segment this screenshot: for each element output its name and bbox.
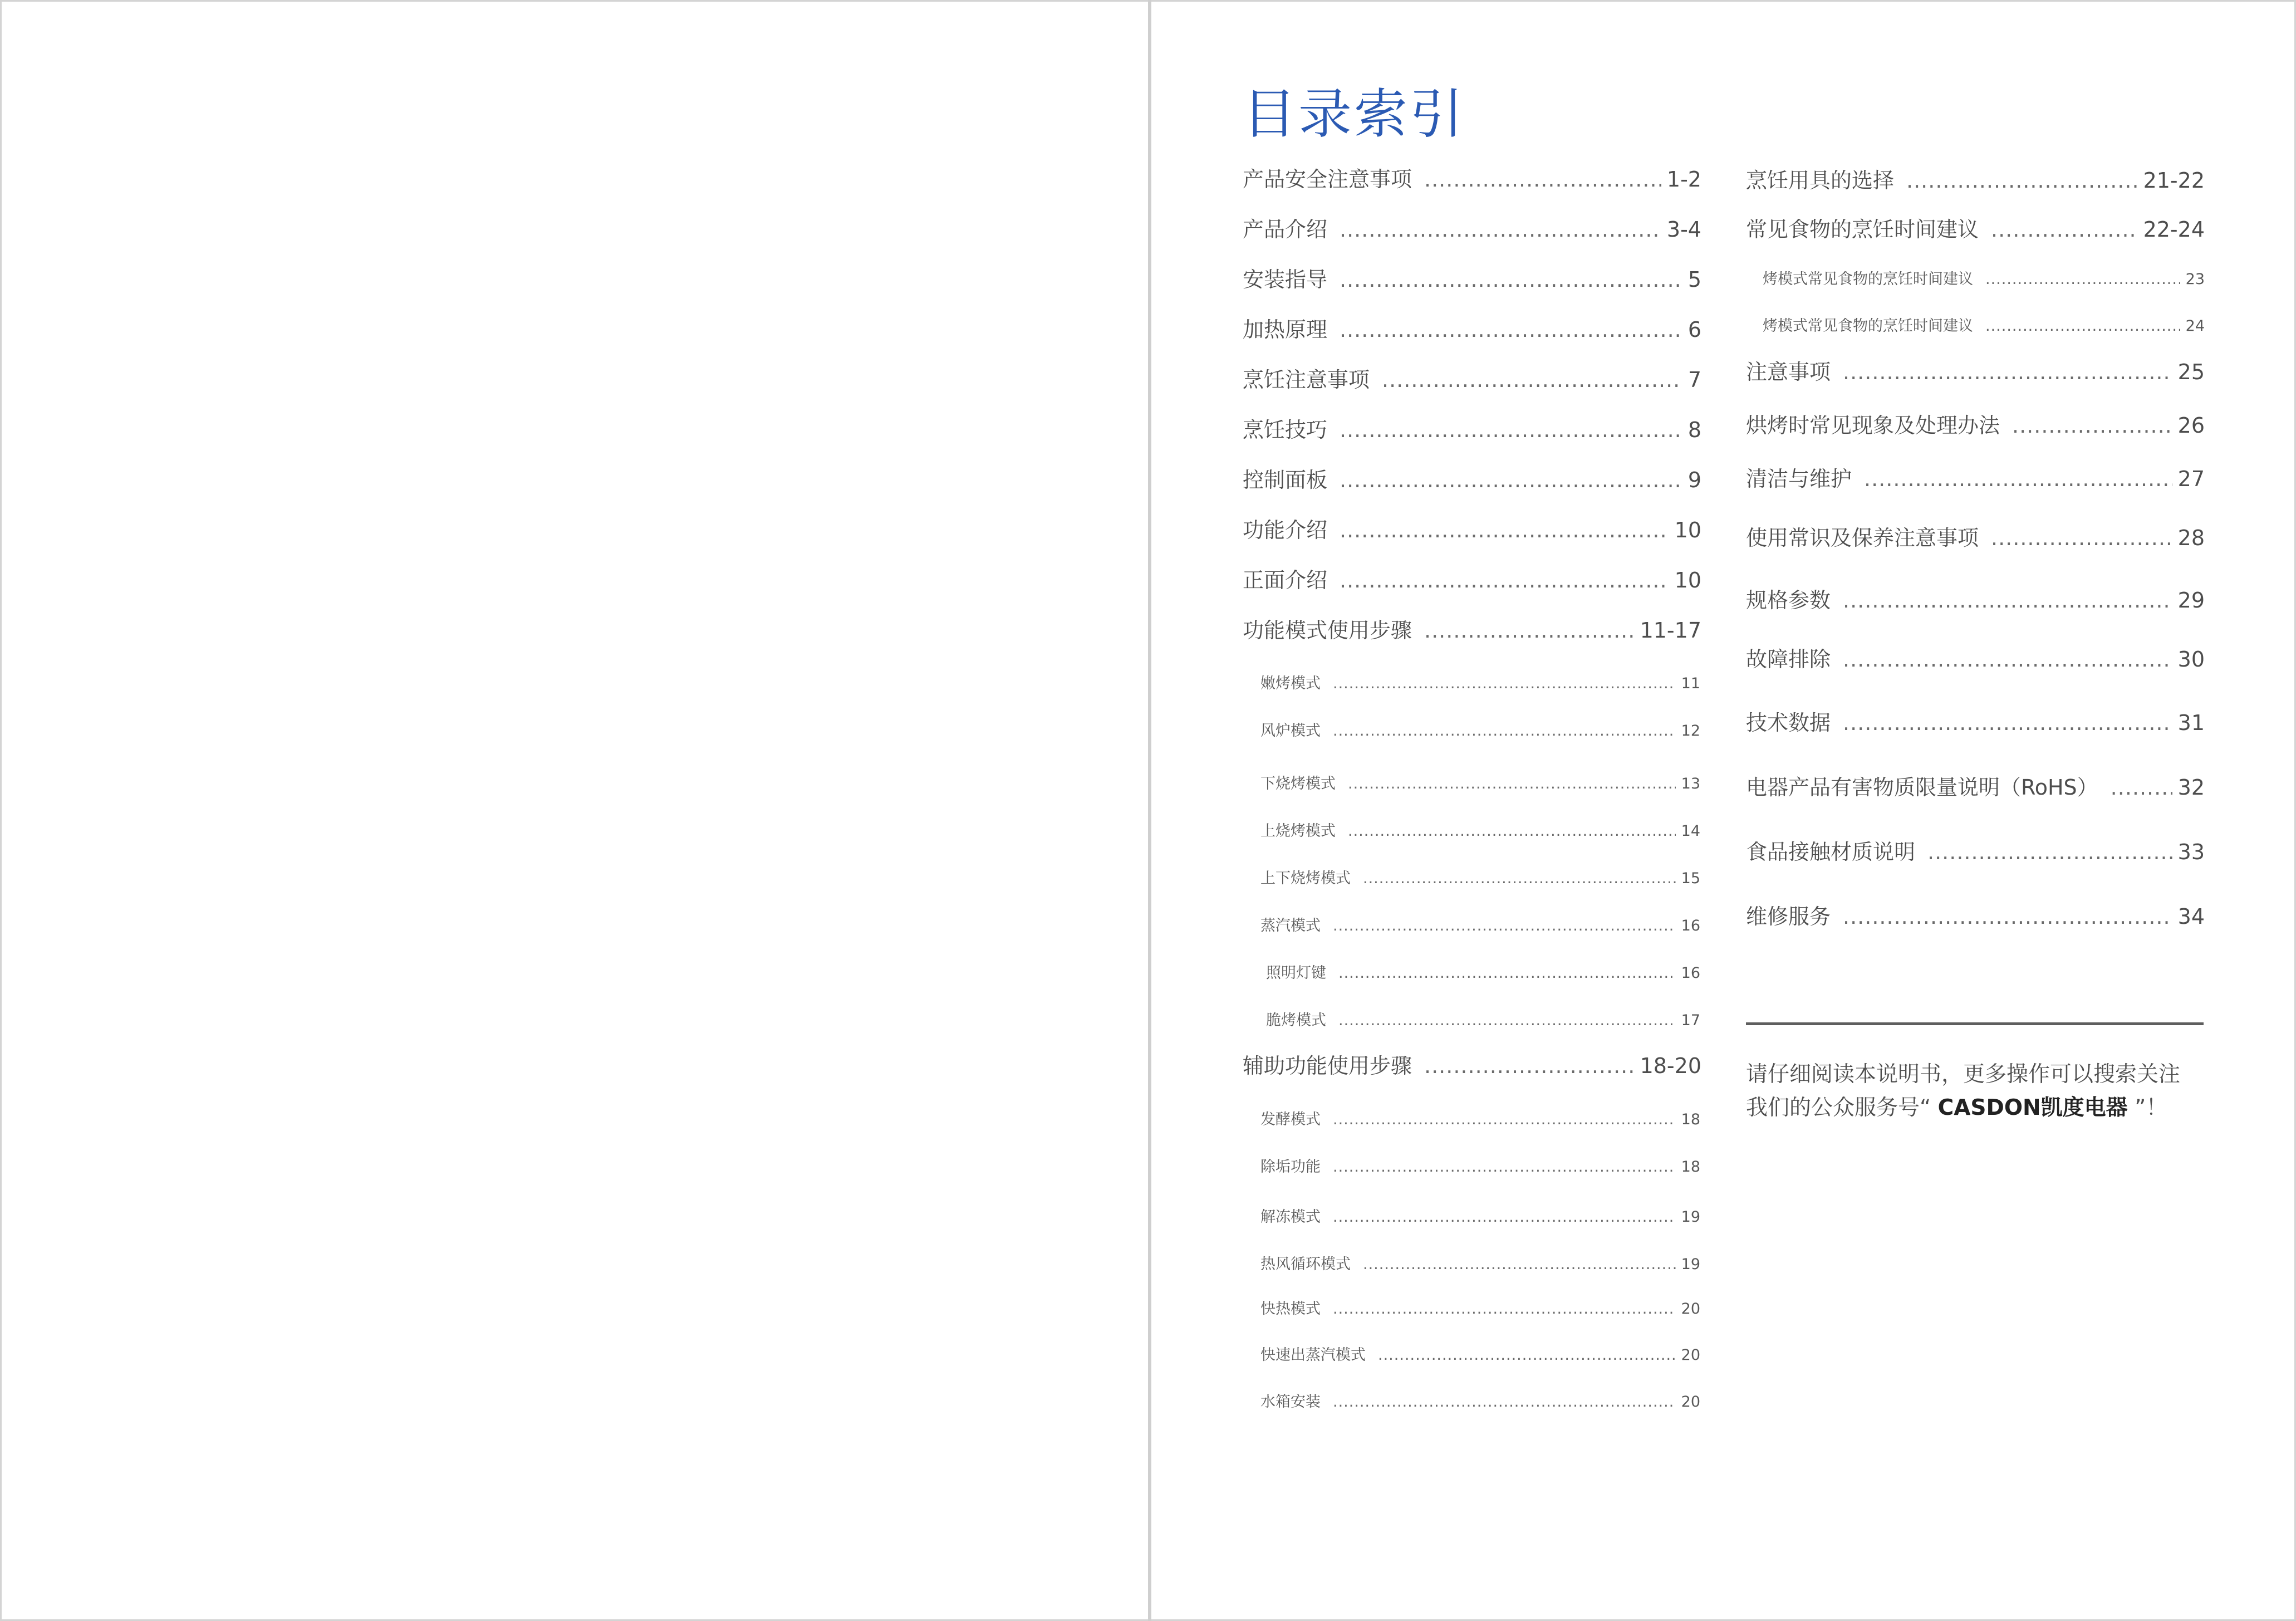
toc-entry[interactable] <box>1243 618 1701 644</box>
toc-entry-page: 32 <box>2177 775 2205 800</box>
toc-entry-label: 嫩烤模式 <box>1260 675 1321 692</box>
toc-entry-page: 13 <box>1681 775 1700 792</box>
toc-entry-page: 20 <box>1681 1346 1700 1364</box>
toc-entry[interactable] <box>1243 167 1701 193</box>
toc-entry-label: 发酵模式 <box>1260 1111 1321 1128</box>
toc-subentry[interactable] <box>1266 964 1700 982</box>
toc-entry[interactable] <box>1746 526 2205 551</box>
toc-entry-page: 3-4 <box>1666 217 1701 242</box>
toc-leader <box>1340 217 1661 243</box>
toc-title: 目录索引 <box>1243 83 1465 145</box>
toc-entry-label: 解冻模式 <box>1260 1208 1321 1226</box>
toc-leader <box>1333 1158 1676 1176</box>
toc-leader <box>1985 317 2180 335</box>
toc-subentry[interactable] <box>1260 917 1700 935</box>
brand-name: CASDON凯度电器 <box>1937 1095 2128 1120</box>
toc-entry-page: 20 <box>1681 1300 1700 1318</box>
toc-entry-label: 技术数据 <box>1746 711 1831 735</box>
toc-subentry[interactable] <box>1260 675 1700 693</box>
toc-entry-label: 烤模式常见食物的烹饪时间建议 <box>1763 317 1973 335</box>
toc-leader <box>1340 267 1682 293</box>
toc-leader <box>1424 167 1661 193</box>
toc-leader <box>1333 722 1676 740</box>
toc-entry[interactable] <box>1746 647 2205 673</box>
toc-entry-page: 11-17 <box>1640 618 1701 643</box>
toc-entry-label: 除垢功能 <box>1260 1158 1321 1176</box>
toc-subentry[interactable] <box>1260 1256 1700 1274</box>
toc-entry-page: 10 <box>1674 518 1701 542</box>
toc-leader <box>1378 1346 1676 1364</box>
toc-entry[interactable] <box>1746 217 2205 243</box>
toc-entry-label: 烹饪用具的选择 <box>1746 168 1895 193</box>
toc-entry-page: 18 <box>1681 1158 1700 1176</box>
toc-leader <box>1906 168 2138 194</box>
toc-entry-page: 30 <box>2177 647 2205 672</box>
toc-entry-label: 烘烤时常见现象及处理办法 <box>1746 413 2000 438</box>
toc-entry[interactable] <box>1243 267 1701 293</box>
toc-entry[interactable] <box>1243 317 1701 343</box>
toc-leader <box>1985 271 2180 288</box>
toc-entry-label: 使用常识及保养注意事项 <box>1746 526 1979 550</box>
toc-entry[interactable] <box>1746 775 2205 801</box>
toc-leader <box>1363 870 1676 888</box>
toc-entry-label: 水箱安装 <box>1260 1393 1321 1411</box>
toc-entry-label: 下烧烤模式 <box>1260 775 1336 792</box>
toc-entry-page: 22-24 <box>2143 217 2205 242</box>
toc-entry-page: 16 <box>1681 917 1700 934</box>
toc-entry-page: 27 <box>2177 467 2205 491</box>
toc-entry-page: 15 <box>1681 870 1700 887</box>
toc-leader <box>1843 588 2172 614</box>
toc-leader <box>1927 840 2172 865</box>
note-line-1: 请仔细阅读本说明书，更多操作可以搜索关注 <box>1746 1062 2181 1087</box>
toc-entry-page: 1-2 <box>1666 167 1701 192</box>
toc-subentry[interactable] <box>1260 722 1700 740</box>
toc-entry-page: 11 <box>1681 675 1700 692</box>
toc-leader <box>1348 775 1676 793</box>
toc-entry[interactable] <box>1243 468 1701 493</box>
toc-entry-page: 19 <box>1681 1208 1700 1226</box>
toc-entry[interactable] <box>1746 840 2205 865</box>
toc-subentry[interactable] <box>1260 1158 1700 1176</box>
toc-entry-label: 辅助功能使用步骤 <box>1243 1054 1412 1078</box>
toc-leader <box>1843 647 2172 673</box>
toc-entry-page: 31 <box>2177 711 2205 735</box>
toc-leader <box>1424 618 1635 644</box>
toc-entry-page: 8 <box>1687 418 1701 442</box>
toc-entry-page: 33 <box>2177 840 2205 864</box>
toc-entry-label: 上下烧烤模式 <box>1260 870 1351 887</box>
toc-entry-page: 14 <box>1681 822 1700 840</box>
toc-entry[interactable] <box>1243 518 1701 543</box>
toc-leader <box>1843 904 2172 930</box>
toc-entry-label: 安装指导 <box>1243 267 1328 292</box>
toc-entry[interactable] <box>1746 360 2205 385</box>
toc-entry-label: 烹饪注意事项 <box>1243 368 1370 392</box>
reading-note <box>1746 1058 2225 1125</box>
toc-entry-label: 功能模式使用步骤 <box>1243 618 1412 643</box>
toc-entry-label: 功能介绍 <box>1243 518 1328 542</box>
toc-leader <box>1340 518 1669 543</box>
toc-entry-label: 规格参数 <box>1746 588 1831 613</box>
toc-subentry[interactable] <box>1260 1111 1700 1129</box>
toc-entry-label: 烹饪技巧 <box>1243 418 1328 442</box>
toc-entry-label: 加热原理 <box>1243 317 1328 342</box>
toc-entry-label: 快热模式 <box>1260 1300 1321 1318</box>
toc-entry-label: 脆烤模式 <box>1266 1012 1326 1029</box>
right-page <box>1151 0 2296 1621</box>
toc-entry-label: 照明灯键 <box>1266 964 1326 982</box>
toc-entry-label: 维修服务 <box>1746 904 1831 929</box>
toc-entry-label: 注意事项 <box>1746 360 1831 384</box>
toc-entry[interactable] <box>1243 568 1701 594</box>
toc-subentry[interactable] <box>1763 317 2205 335</box>
toc-leader <box>1424 1054 1635 1079</box>
toc-entry-page: 10 <box>1674 568 1701 592</box>
toc-entry-page: 16 <box>1681 964 1700 982</box>
toc-entry[interactable] <box>1746 588 2205 614</box>
toc-leader <box>1864 467 2172 492</box>
toc-entry-label: 风炉模式 <box>1260 722 1321 740</box>
toc-entry-page: 5 <box>1687 267 1701 292</box>
toc-entry[interactable] <box>1243 1054 1701 1079</box>
toc-leader <box>2012 413 2172 439</box>
toc-entry[interactable] <box>1746 413 2205 439</box>
toc-entry[interactable] <box>1746 904 2205 930</box>
toc-entry-page: 18 <box>1681 1111 1700 1128</box>
toc-subentry[interactable] <box>1260 1300 1700 1318</box>
toc-entry-page: 20 <box>1681 1393 1700 1411</box>
toc-entry-label: 产品安全注意事项 <box>1243 167 1412 192</box>
toc-entry[interactable] <box>1746 168 2205 194</box>
toc-entry-page: 29 <box>2177 588 2205 613</box>
toc-leader <box>1338 964 1676 982</box>
toc-leader <box>1340 468 1682 493</box>
toc-leader <box>1340 418 1682 443</box>
toc-leader <box>1382 368 1682 393</box>
toc-entry-label: 电器产品有害物质限量说明（RoHS） <box>1746 775 2098 800</box>
toc-entry-page: 18-20 <box>1640 1054 1701 1078</box>
toc-entry[interactable] <box>1243 217 1701 243</box>
toc-leader <box>1843 360 2172 385</box>
toc-entry[interactable] <box>1243 418 1701 443</box>
note-line-2-prefix: 我们的公众服务号“ <box>1746 1095 1938 1120</box>
toc-subentry[interactable] <box>1260 775 1700 793</box>
toc-leader <box>1333 1208 1676 1226</box>
toc-leader <box>1333 675 1676 693</box>
toc-entry-page: 24 <box>2185 317 2205 335</box>
toc-leader <box>1333 1300 1676 1318</box>
toc-entry-label: 产品介绍 <box>1243 217 1328 242</box>
toc-entry-page: 34 <box>2177 904 2205 929</box>
toc-leader <box>1338 1012 1676 1030</box>
toc-entry-label: 烤模式常见食物的烹饪时间建议 <box>1763 271 1973 288</box>
toc-entry-page: 19 <box>1681 1256 1700 1273</box>
toc-entry-label: 正面介绍 <box>1243 568 1328 592</box>
toc-entry[interactable] <box>1243 368 1701 393</box>
toc-leader <box>2111 775 2172 801</box>
toc-entry-page: 9 <box>1687 468 1701 492</box>
toc-entry-label: 清洁与维护 <box>1746 467 1852 491</box>
toc-subentry[interactable] <box>1260 870 1700 888</box>
toc-entry-page: 23 <box>2185 271 2205 288</box>
note-divider <box>1746 1022 2204 1025</box>
note-line-2-suffix: ”！ <box>2127 1095 2168 1120</box>
toc-leader <box>1333 917 1676 935</box>
toc-leader <box>1340 568 1669 594</box>
toc-entry[interactable] <box>1746 467 2205 492</box>
toc-entry-page: 28 <box>2177 526 2205 550</box>
toc-entry-page: 25 <box>2177 360 2205 384</box>
toc-entry-label: 控制面板 <box>1243 468 1328 492</box>
toc-leader <box>1363 1256 1676 1274</box>
toc-entry-label: 常见食物的烹饪时间建议 <box>1746 217 1979 242</box>
toc-subentry[interactable] <box>1266 1012 1700 1030</box>
toc-leader <box>1340 317 1682 343</box>
toc-leader <box>1991 526 2172 551</box>
toc-entry-page: 21-22 <box>2143 168 2205 193</box>
toc-entry[interactable] <box>1746 711 2205 736</box>
toc-leader <box>1333 1393 1676 1411</box>
toc-subentry[interactable] <box>1260 1346 1700 1364</box>
toc-leader <box>1991 217 2138 243</box>
toc-leader <box>1333 1111 1676 1129</box>
toc-leader <box>1843 711 2172 736</box>
toc-entry-label: 故障排除 <box>1746 647 1831 672</box>
toc-leader <box>1348 822 1676 840</box>
toc-entry-label: 蒸汽模式 <box>1260 917 1321 934</box>
toc-subentry[interactable] <box>1260 822 1700 840</box>
toc-entry-page: 6 <box>1687 317 1701 342</box>
toc-subentry[interactable] <box>1260 1208 1700 1226</box>
toc-entry-page: 17 <box>1681 1012 1700 1029</box>
toc-entry-page: 12 <box>1681 722 1700 740</box>
toc-entry-label: 上烧烤模式 <box>1260 822 1336 840</box>
toc-entry-page: 26 <box>2177 413 2205 438</box>
toc-entry-label: 热风循环模式 <box>1260 1256 1351 1273</box>
toc-subentry[interactable] <box>1260 1393 1700 1411</box>
toc-subentry[interactable] <box>1763 271 2205 288</box>
toc-entry-label: 食品接触材质说明 <box>1746 840 1916 864</box>
toc-entry-label: 快速出蒸汽模式 <box>1260 1346 1366 1364</box>
toc-entry-page: 7 <box>1687 368 1701 392</box>
